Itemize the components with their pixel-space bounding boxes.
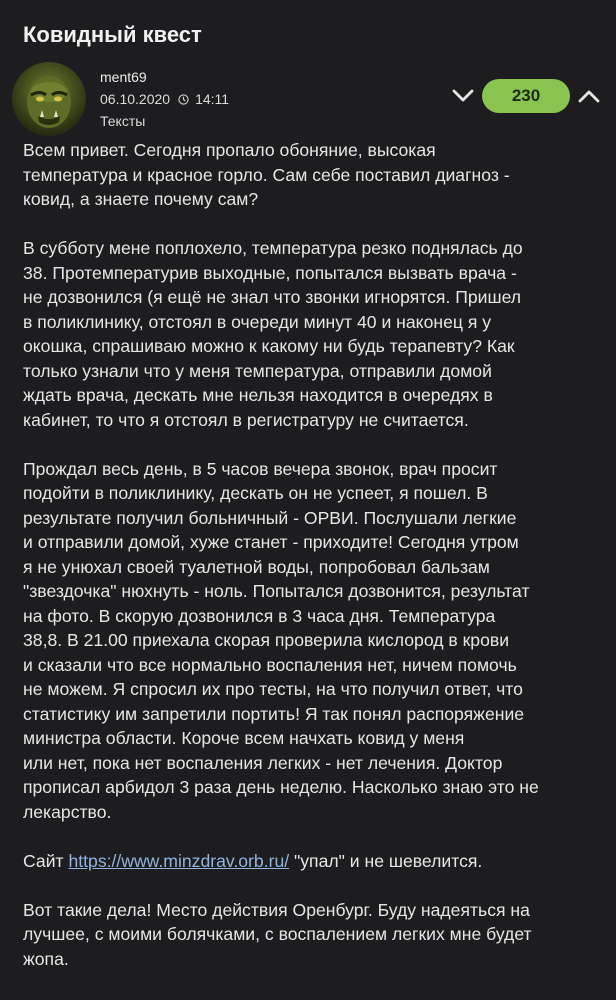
text-line: лучшее, с моими болячками, с воспалением легких мне будет: [23, 924, 532, 944]
clock-icon: [178, 94, 189, 105]
site-prefix: Сайт: [23, 850, 69, 871]
text-line: Вот такие дела! Место действия Оренбург. Буду надеяться на: [23, 899, 530, 920]
orc-avatar-image: [12, 62, 86, 136]
text-line: или нет, пока нет воспаления легких - нет лечения. Доктор: [23, 752, 503, 773]
text-line: подойти в поликлинику, дескать он не успеет, я пошел. В: [23, 483, 488, 503]
paragraph-3: [23, 457, 603, 825]
text-line: "звездочка" нюхнуть - ноль. Попытался дозвонится, результат: [23, 581, 530, 601]
rating-controls: [448, 78, 604, 114]
chevron-down-icon: [451, 88, 475, 104]
post-date: 06.10.2020: [100, 91, 171, 107]
text-line: я не унюхал своей туалетной воды, попробовал бальзам: [23, 556, 490, 577]
text-line: на фото. В скорую дозвонился в 3 часа дня. Температура: [23, 605, 496, 626]
text-line: и сказали что все нормально воспаления нет, ничем помочь: [23, 654, 517, 675]
text-line: статистику им запретили портить! Я так понял распоряжение: [23, 703, 525, 724]
text-line: в поликлинику, отстоял в очереди минут 40 и наконец я у: [23, 311, 492, 332]
paragraph-1: [23, 138, 603, 212]
post-meta: [100, 66, 229, 132]
post-time: 14:11: [195, 91, 230, 107]
rating-badge: 230: [482, 79, 570, 113]
text-line: жопа.: [23, 948, 69, 969]
text-line: температура и красное горло. Сам себе поставил диагноз -: [23, 164, 510, 185]
author-name[interactable]: ment69: [100, 69, 147, 85]
text-line: результате получил больничный - ОРВИ. Послушали легкие: [23, 507, 517, 528]
upvote-button[interactable]: [574, 78, 604, 114]
post-category[interactable]: Тексты: [100, 113, 146, 129]
downvote-button[interactable]: [448, 78, 478, 114]
chevron-up-icon: [577, 88, 601, 104]
text-line: 38,8. В 21.00 приехала скорая проверила кислород в крови: [23, 630, 510, 650]
text-line: кабинет, то что я отстоял в регистратуру не считается.: [23, 409, 469, 430]
text-line: 38. Протемпературив выходные, попытался вызвать врача -: [23, 262, 517, 283]
paragraph-4: [23, 849, 603, 874]
text-line: окошка, спрашиваю можно к какому ни будь терапевту? Как: [23, 336, 515, 356]
paragraph-2: [23, 236, 603, 432]
text-line: лекарство.: [23, 801, 112, 822]
text-line: Прождал весь день, в 5 часов вечера звонок, врач просит: [23, 458, 498, 479]
post-title[interactable]: Ковидный квест: [23, 22, 202, 47]
text-line: В субботу мене поплохело, температура резко поднялась до: [23, 238, 523, 258]
text-line: ковид, а знаете почему сам?: [23, 189, 259, 209]
text-line: и отправили домой, хуже станет - приходите! Сегодня утром: [23, 532, 519, 552]
text-line: [23, 849, 603, 874]
minzdrav-link[interactable]: https://www.minzdrav.orb.ru/: [68, 850, 290, 871]
text-line: не можем. Я спросил их про тесты, на что получил ответ, что: [23, 679, 523, 699]
text-line: ждать врача, дескать мне нельзя находится в очередях в: [23, 385, 493, 405]
text-line: только узнали что у меня температура, отправили домой: [23, 360, 492, 381]
text-line: Всем привет. Сегодня пропало обоняние, высокая: [23, 140, 436, 160]
text-line: министра области. Короче всем начхать ковид у меня: [23, 728, 465, 748]
paragraph-5: [23, 898, 603, 972]
site-suffix: "упал" и не шевелится.: [289, 850, 483, 871]
post-content: [23, 138, 603, 971]
text-line: прописал арбидол 3 раза день неделю. Насколько знаю это не: [23, 777, 539, 797]
avatar[interactable]: [12, 62, 86, 136]
text-line: не дозвонился (я ещё не знал что звонки игнорятся. Пришел: [23, 287, 522, 307]
